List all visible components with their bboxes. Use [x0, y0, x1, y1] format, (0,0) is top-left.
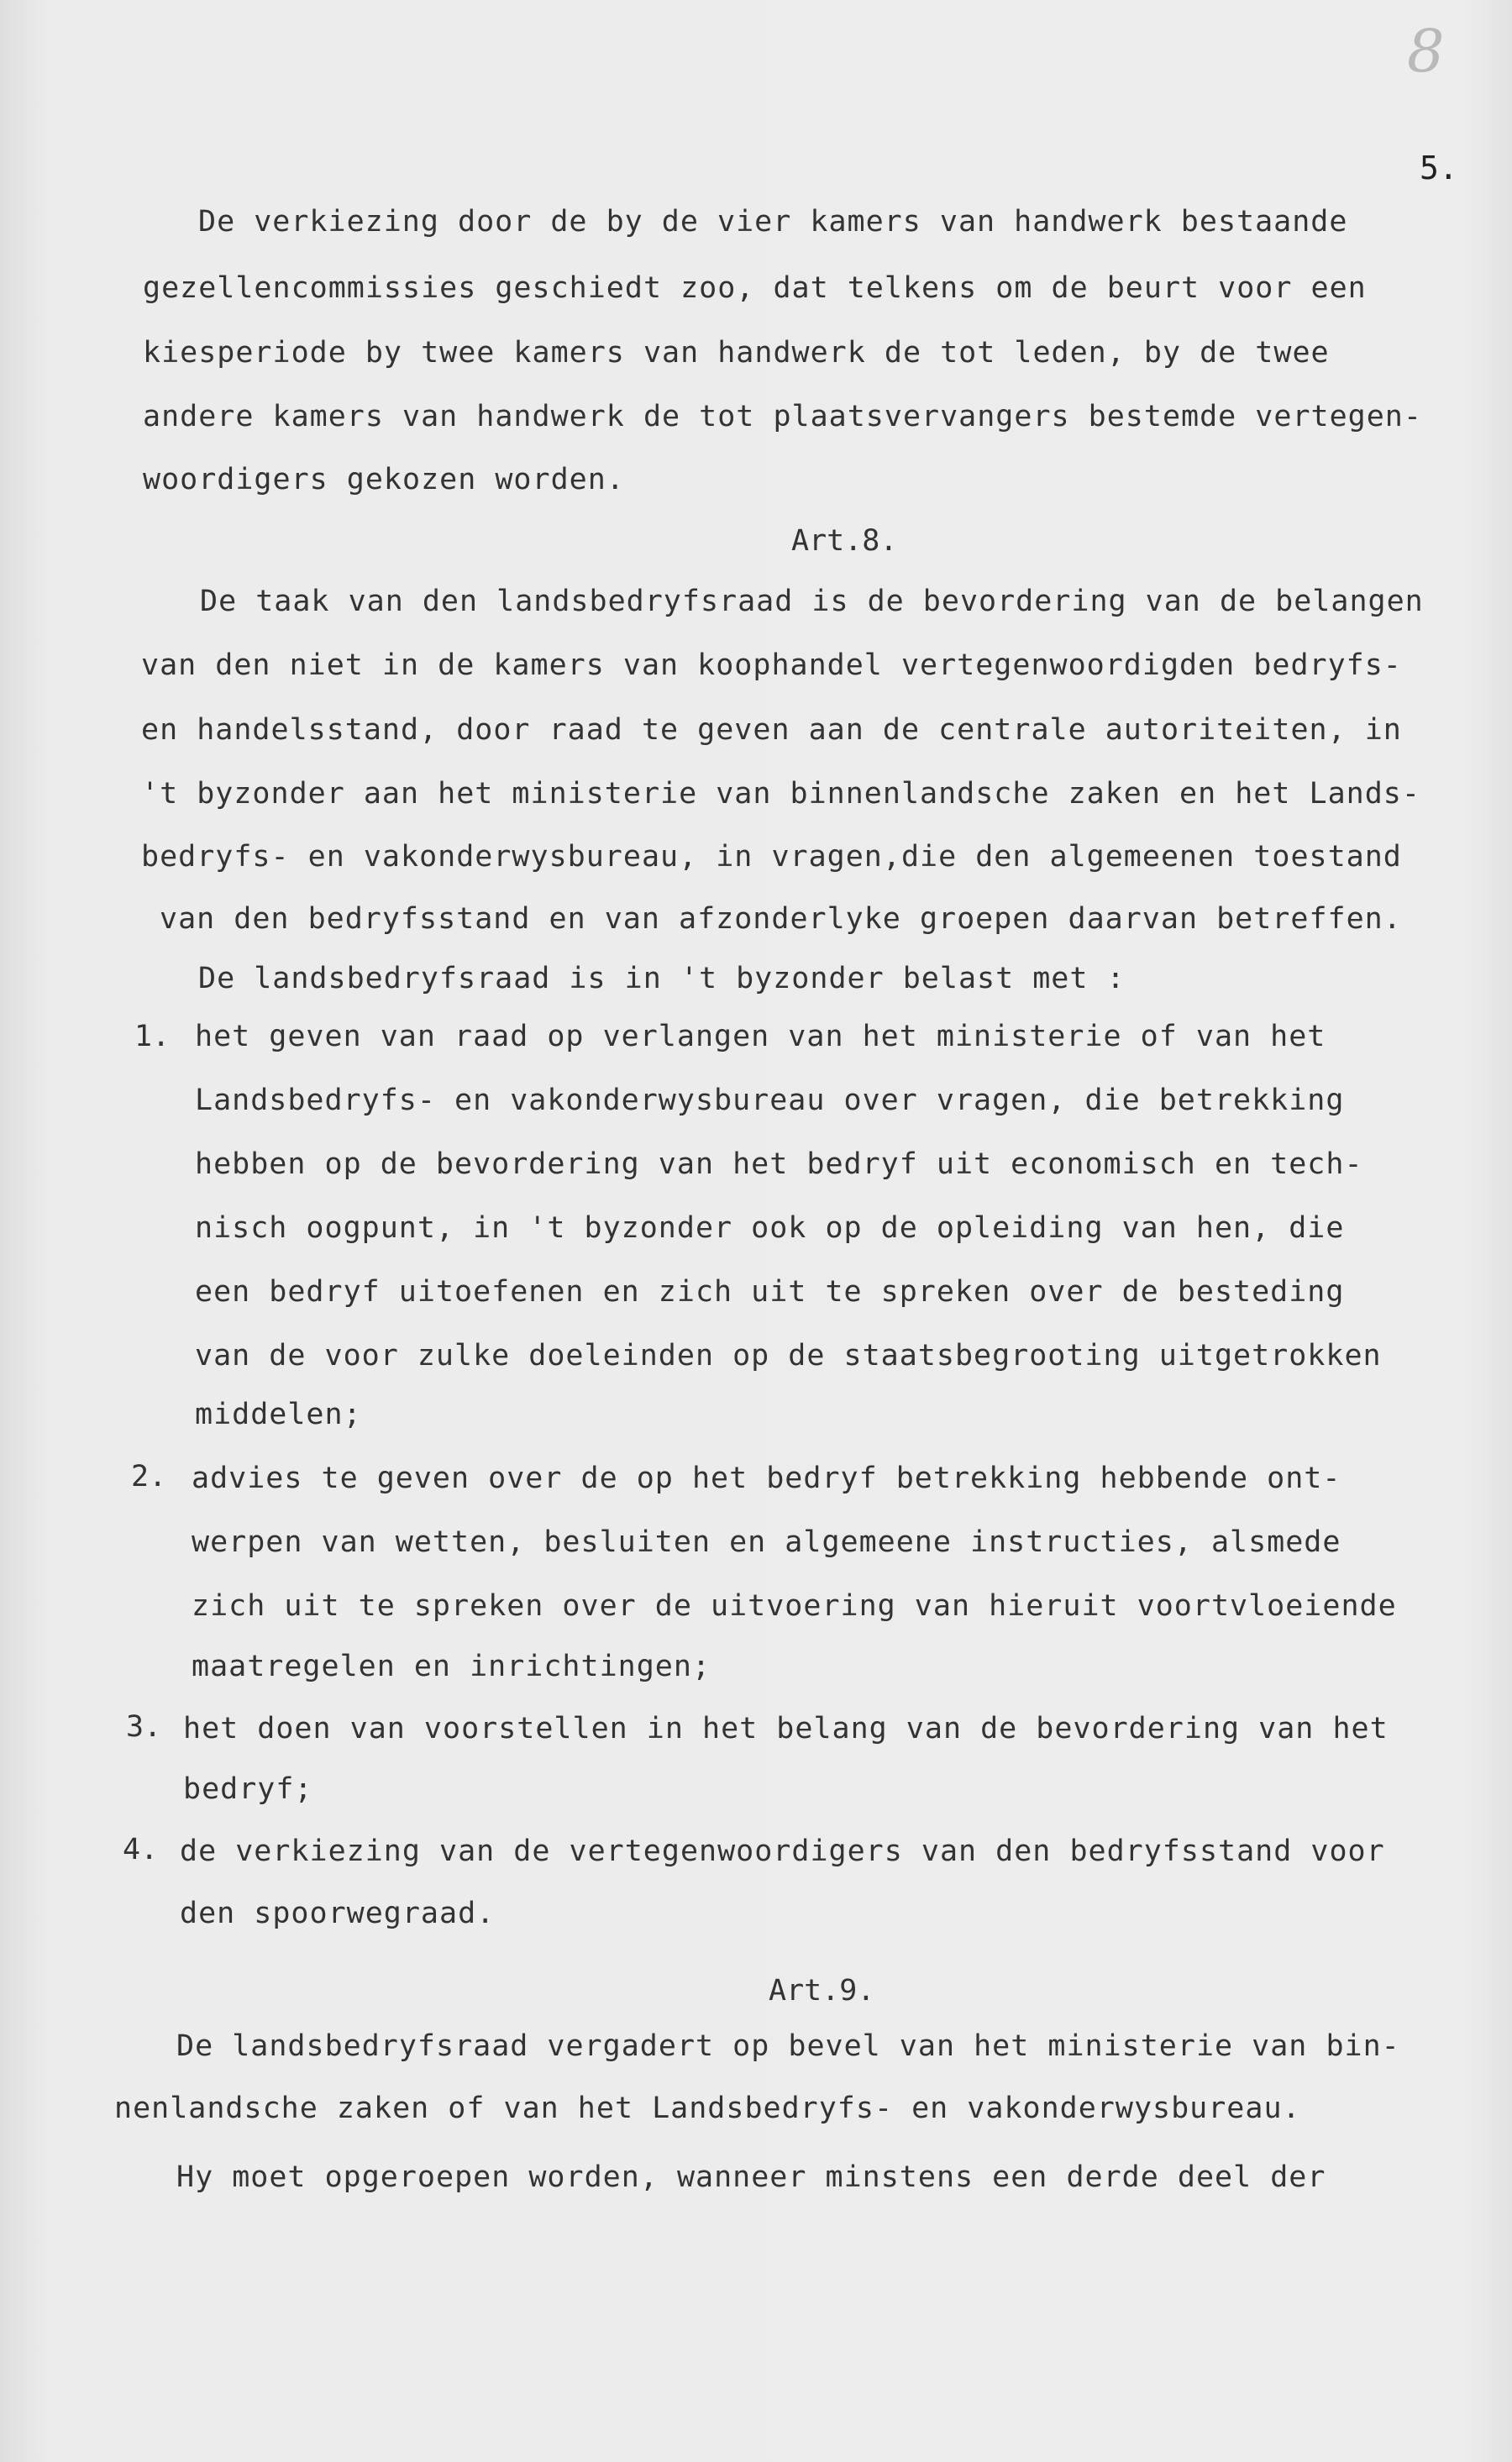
- list-item-line: een bedryf uitoefenen en zich uit te spreken over de besteding: [195, 1275, 1345, 1309]
- list-item-line: het doen van voorstellen in het belang van de bevordering van het: [183, 1712, 1389, 1745]
- list-item-line: hebben op de bevordering van het bedryf uit economisch en tech-: [195, 1147, 1363, 1181]
- list-item-line: advies te geven over de op het bedryf betrekking hebbende ont-: [192, 1462, 1341, 1495]
- intro-line: De verkiezing door de by de vier kamers van handwerk bestaande: [198, 205, 1348, 239]
- list-number: 3.: [126, 1710, 162, 1744]
- intro-line: kiesperiode by twee kamers van handwerk de tot leden, by de twee: [143, 336, 1330, 370]
- list-number: 1.: [134, 1020, 171, 1053]
- list-item-line: bedryf;: [183, 1772, 313, 1806]
- list-item-line: de verkiezing van de vertegenwoordigers van den bedryfsstand voor: [180, 1835, 1385, 1868]
- list-item-line: werpen van wetten, besluiten en algemeene instructies, alsmede: [192, 1525, 1341, 1559]
- art8-line: van den niet in de kamers van koophandel vertegenwoordigden bedryfs-: [141, 648, 1402, 682]
- article-8-heading: Art.8.: [791, 524, 898, 558]
- art9-line: nenlandsche zaken of van het Landsbedryfs- en vakonderwysbureau.: [114, 2092, 1301, 2125]
- list-item-line: zich uit te spreken over de uitvoering van hieruit voortvloeiende: [192, 1589, 1397, 1623]
- art8-line: bedryfs- en vakonderwysbureau, in vragen,die den algemeenen toestand: [141, 840, 1402, 874]
- art8-line: en handelsstand, door raad te geven aan de centrale autoriteiten, in: [141, 713, 1402, 747]
- folio-mark: 8: [1407, 17, 1445, 86]
- art8-line: De taak van den landsbedryfsraad is de bevordering van de belangen: [200, 585, 1424, 618]
- intro-line: gezellencommissies geschiedt zoo, dat telkens om de beurt voor een: [143, 271, 1367, 305]
- art9-line: De landsbedryfsraad vergadert op bevel van het ministerie van bin-: [176, 2029, 1400, 2063]
- list-item-line: Landsbedryfs- en vakonderwysbureau over vragen, die betrekking: [195, 1084, 1345, 1117]
- art8-line: 't byzonder aan het ministerie van binnenlandsche zaken en het Lands-: [141, 777, 1420, 811]
- list-item-line: maatregelen en inrichtingen;: [192, 1650, 711, 1683]
- list-item-line: middelen;: [195, 1398, 362, 1431]
- list-item-line: van de voor zulke doeleinden op de staatsbegrooting uitgetrokken: [195, 1339, 1382, 1373]
- intro-line: woordigers gekozen worden.: [143, 463, 625, 496]
- art9-line: Hy moet opgeroepen worden, wanneer minstens een derde deel der: [176, 2160, 1326, 2194]
- page-number: 5.: [1420, 150, 1458, 186]
- art8-line: van den bedryfsstand en van afzonderlyke groepen daarvan betreffen.: [160, 902, 1402, 936]
- article-9-heading: Art.9.: [769, 1974, 875, 2008]
- list-number: 4.: [123, 1833, 159, 1866]
- intro-line: andere kamers van handwerk de tot plaatsvervangers bestemde vertegen-: [143, 400, 1422, 433]
- list-item-line: den spoorwegraad.: [180, 1897, 496, 1930]
- list-item-line: het geven van raad op verlangen van het ministerie of van het: [195, 1020, 1326, 1053]
- list-intro: De landsbedryfsraad is in 't byzonder belast met :: [198, 962, 1126, 995]
- list-item-line: nisch oogpunt, in 't byzonder ook op de opleiding van hen, die: [195, 1211, 1345, 1245]
- list-number: 2.: [131, 1460, 167, 1493]
